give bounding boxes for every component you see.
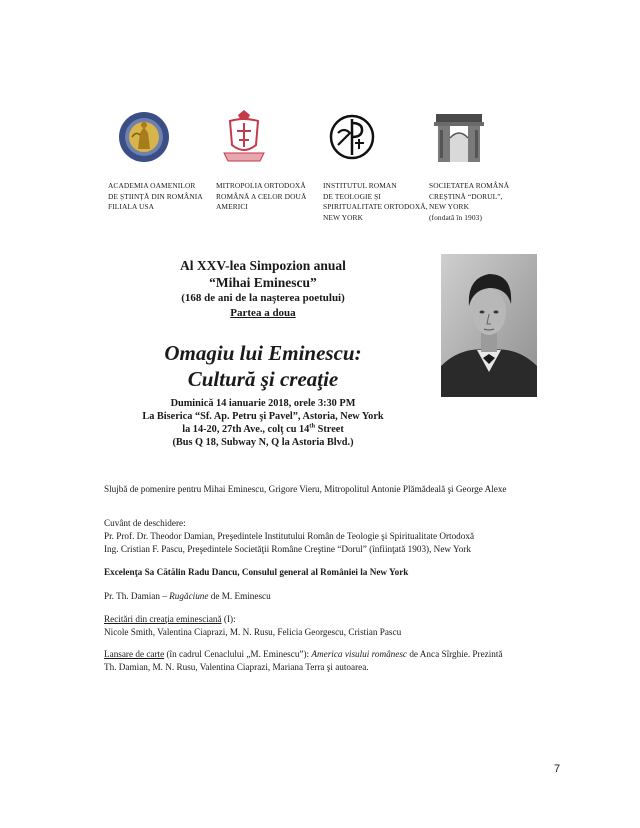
main-title-line2: Cultură şi creaţie <box>187 367 339 391</box>
org-line: MITROPOLIA ORTODOXĂ <box>216 181 306 190</box>
opening-speaker-1: Pr. Prof. Dr. Theodor Damian, Preşedintele Institutului Român de Teologie şi Spiritualitate Ortodoxă <box>104 531 475 541</box>
launch-mid: (în cadrul Cenaclului „M. Eminescu”): <box>164 649 312 659</box>
recital-names: Nicole Smith, Valentina Ciaprazi, M. N. Rusu, Felicia Georgescu, Cristian Pascu <box>104 627 402 637</box>
symposium-part: Partea a doua <box>230 307 296 319</box>
event-address <box>118 423 408 437</box>
org-line: SOCIETATEA ROMÂNĂ <box>429 181 510 190</box>
event-date: Duminică 14 ianuarie 2018, orele 3:30 PM <box>170 398 356 409</box>
prayer-line <box>104 590 544 603</box>
symposium-subtitle: (168 de ani de la naşterea poetului) <box>181 292 345 304</box>
launch-line <box>104 648 544 661</box>
recital-suffix: (I): <box>221 614 236 624</box>
symposium-name: “Mihai Eminescu” <box>209 275 317 290</box>
program-memorial: Slujbă de pomenire pentru Mihai Eminescu, Grigore Vieru, Mitropolitul Antonie Plămădeală şi George Alexe <box>104 484 507 494</box>
org-metropolis <box>216 181 306 213</box>
main-title-line1: Omagiu lui Eminescu: <box>164 341 362 365</box>
org-line: AMERICI <box>216 202 248 212</box>
page-number: 7 <box>554 763 561 775</box>
opening-heading: Cuvânt de deschidere: <box>104 518 186 528</box>
event-transit: (Bus Q 18, Subway N, Q la Astoria Blvd.) <box>172 437 354 448</box>
org-line: FILIALA USA <box>108 202 155 212</box>
launch-presenters: Th. Damian, M. N. Rusu, Valentina Ciaprazi, Mariana Terra şi autoarea. <box>104 662 369 672</box>
org-society <box>429 181 509 223</box>
launch-book: America visului românesc <box>311 649 408 659</box>
recital-heading: Recitări din creaţia eminesciană <box>104 614 222 624</box>
org-institute <box>323 181 428 223</box>
org-line: ROMÂNĂ A CELOR DOUĂ <box>216 191 307 201</box>
org-line: CREȘTINĂ “DORUL”, <box>429 191 503 201</box>
prayer-pre: Pr. Th. Damian – <box>104 591 170 601</box>
eminescu-portrait-icon <box>441 254 537 397</box>
launch-heading: Lansare de carte <box>104 649 165 659</box>
org-line: SPIRITUALITATE ORTODOXĂ, <box>323 202 428 212</box>
address-end: Street <box>315 424 344 435</box>
launch-post: de Anca Sîrghie. Prezintă <box>407 649 503 659</box>
org-line: INSTITUTUL ROMAN <box>323 181 397 190</box>
org-line: DE ȘTIINȚĂ DIN ROMÂNIA <box>108 191 203 201</box>
consul-line: Excelenţa Sa Cătălin Radu Dancu, Consulul general al României la New York <box>104 567 409 577</box>
opening-speaker-2: Ing. Cristian F. Pascu, Preşedintele Societăţii Române Creştine “Dorul” (înfiinţată 1903), New York <box>104 544 471 554</box>
address-sup: th <box>309 422 316 430</box>
institute-chi-rho-icon <box>326 108 378 166</box>
symposium-title: Al XXV-lea Simpozion anual <box>180 258 346 273</box>
event-place: La Biserica “Sf. Ap. Petru şi Pavel”, Astoria, New York <box>142 411 384 422</box>
prayer-title: Rugăciune <box>169 591 209 601</box>
metropolis-crest-icon <box>218 108 270 166</box>
org-line: NEW YORK <box>429 202 470 212</box>
org-line: (fondată în 1903) <box>429 212 483 222</box>
org-line: NEW YORK <box>323 212 364 222</box>
org-line: ACADEMIA OAMENILOR <box>108 181 196 190</box>
society-arch-icon <box>428 108 490 166</box>
org-academy <box>108 181 203 213</box>
academy-seal-icon <box>116 108 172 166</box>
prayer-post: de M. Eminescu <box>208 591 271 601</box>
recital-heading-line <box>104 613 544 626</box>
org-line: DE TEOLOGIE ȘI <box>323 191 381 201</box>
address-main: la 14-20, 27th Ave., colţ cu 14 <box>182 424 310 435</box>
